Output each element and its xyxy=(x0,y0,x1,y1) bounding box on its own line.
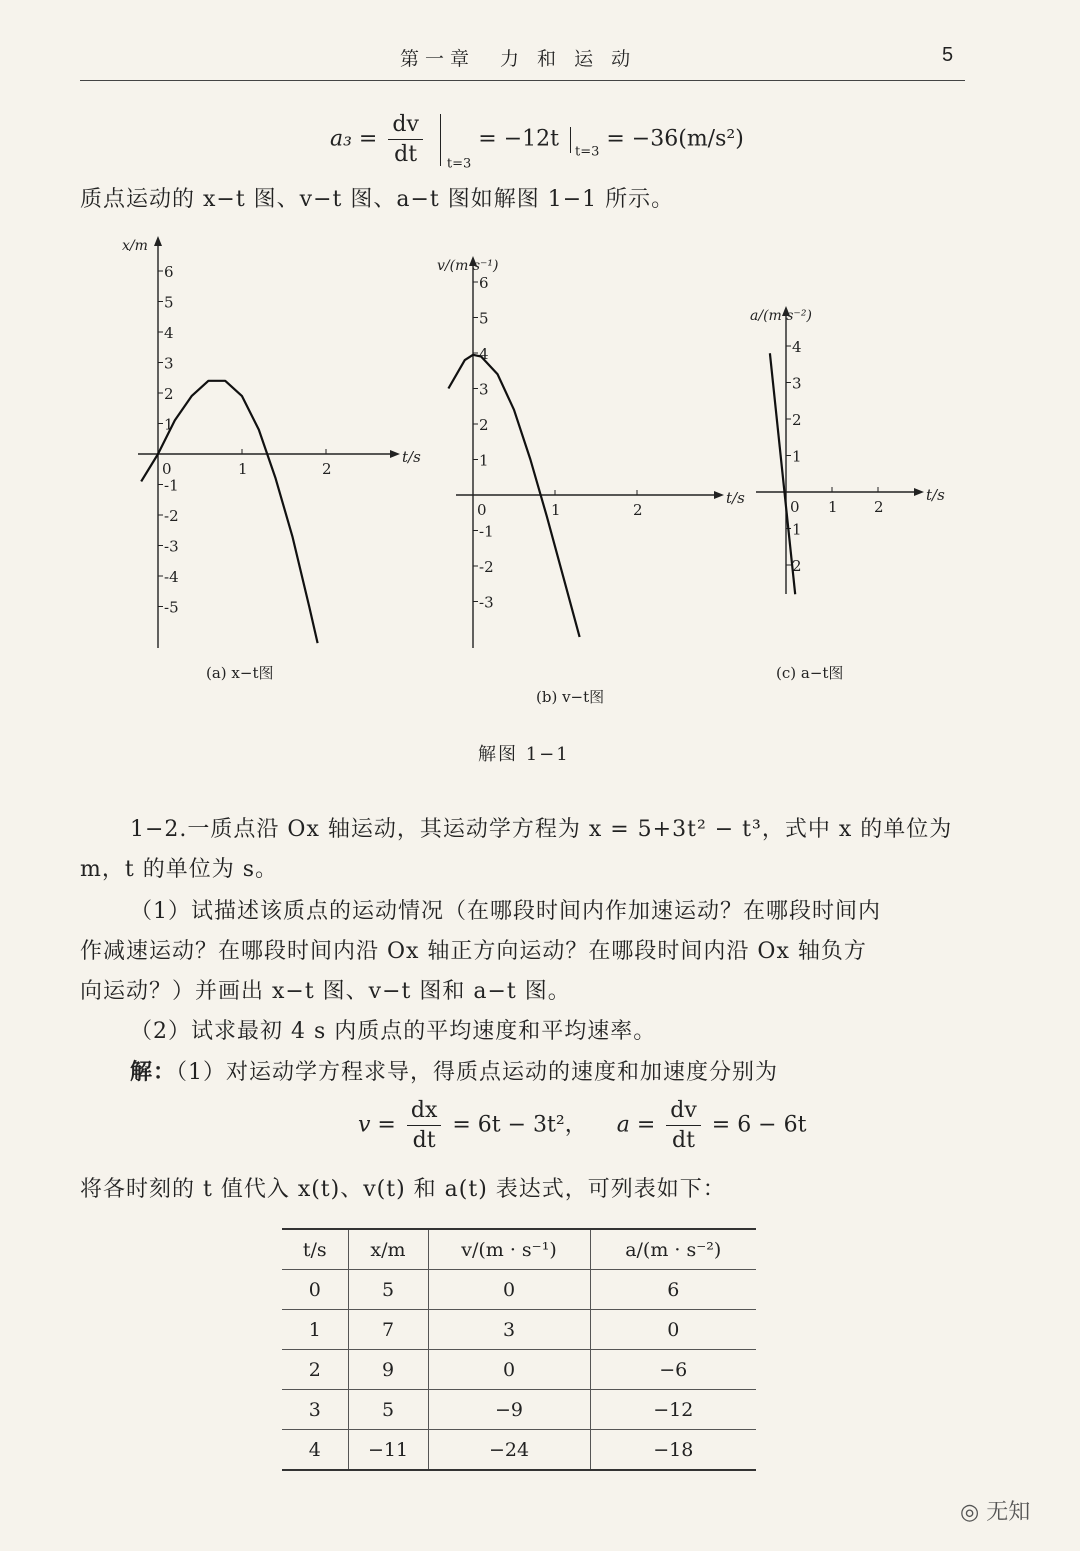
tick-label: -2 xyxy=(479,558,494,576)
header-rule xyxy=(80,80,965,81)
x-axis-label: t/s xyxy=(726,489,745,507)
table-cell: 4 xyxy=(308,1438,321,1461)
eq-v-num: dx xyxy=(407,1098,442,1126)
problem-statement-1: 一质点沿 Ox 轴运动，其运动学方程为 x = 5+3t² − t³，式中 x 的单位为 xyxy=(187,817,953,842)
table-row xyxy=(282,1390,756,1430)
eq-a-fraction xyxy=(666,1098,701,1153)
eq-a-lhs: a = xyxy=(616,1112,656,1138)
tick-label: -5 xyxy=(164,598,179,617)
tick-label: 4 xyxy=(792,338,802,356)
tick-label: 6 xyxy=(479,274,489,292)
question-1-line-1: （1）试描述该质点的运动情况（在哪段时间内作加速运动？在哪段时间内 xyxy=(130,899,881,924)
tick-label: 4 xyxy=(479,345,489,363)
intro-text: 质点运动的 x−t 图、v−t 图、a−t 图如解图 1−1 所示。 xyxy=(80,187,675,212)
table-cell: 0 xyxy=(308,1278,321,1301)
chapter-title: 第一章 力 和 运 动 xyxy=(400,48,637,70)
problem-line-1 xyxy=(130,810,952,850)
tick-label: 3 xyxy=(792,374,802,393)
eq-a-rhs: = 6 − 6t xyxy=(711,1112,807,1138)
y-axis-label: v/(m·s⁻¹) xyxy=(437,258,499,274)
tick-label: 6 xyxy=(164,263,174,281)
eq-a3-num: dv xyxy=(388,112,423,140)
table-cell: 3 xyxy=(428,1310,590,1350)
table-cell: 5 xyxy=(348,1390,428,1430)
tick-label: 5 xyxy=(164,293,174,312)
tick-label: -1 xyxy=(164,476,179,495)
tick-label: -1 xyxy=(479,522,494,541)
eq-a3-eval-sub-2: t=3 xyxy=(574,144,600,160)
problem-number: 1−2. xyxy=(130,817,188,842)
tick-label: 2 xyxy=(479,416,489,434)
tick-label: 1 xyxy=(164,415,174,434)
tick-label: -4 xyxy=(164,568,179,586)
figure-caption: 解图 1−1 xyxy=(478,744,570,765)
tick-label: 5 xyxy=(479,309,489,328)
tick-label: 1 xyxy=(828,498,838,516)
table-cell: −11 xyxy=(348,1430,428,1471)
eq-a3-den: dt xyxy=(394,142,418,167)
table-row xyxy=(282,1310,756,1350)
tick-label: 2 xyxy=(874,498,884,516)
table-cell: −12 xyxy=(590,1390,756,1430)
tick-label: 1 xyxy=(238,460,248,478)
chart-caption: (b) v−t图 xyxy=(536,688,605,706)
table-cell: 7 xyxy=(348,1310,428,1350)
tick-label: 2 xyxy=(164,385,174,403)
table-cell: −9 xyxy=(428,1390,590,1430)
charts-group xyxy=(122,236,945,706)
table-cell: 1 xyxy=(308,1318,321,1341)
x-axis-arrow xyxy=(714,491,724,499)
data-table xyxy=(282,1228,756,1471)
eq-v-fraction xyxy=(407,1098,442,1153)
series-line xyxy=(448,355,579,637)
y-axis-arrow xyxy=(154,236,162,246)
eq-a3-mid: = −12t xyxy=(478,126,559,152)
eq-a3-eval-bar-2 xyxy=(570,127,571,153)
eq-a3-rhs: = −36(m/s²) xyxy=(606,126,744,152)
tick-label: -3 xyxy=(164,537,179,556)
x-axis-arrow xyxy=(914,488,924,496)
table-cell: −6 xyxy=(590,1350,756,1390)
page-number: 5 xyxy=(942,44,954,66)
tick-label: 3 xyxy=(164,354,174,373)
question-1-line-2: 作减速运动？在哪段时间内沿 Ox 轴正方向运动？在哪段时间内沿 Ox 轴负方 xyxy=(80,939,867,964)
problem-line-2: m，t 的单位为 s。 xyxy=(80,857,278,882)
table-cell: 3 xyxy=(308,1398,321,1421)
solution-text: （1）对运动学方程求导，得质点运动的速度和加速度分别为 xyxy=(176,1060,779,1085)
tick-label: 1 xyxy=(479,451,489,470)
eq-v-rhs: = 6t − 3t²， xyxy=(452,1112,587,1138)
tick-label: 2 xyxy=(633,501,643,519)
solution-line xyxy=(130,1052,778,1093)
tick-label: 3 xyxy=(479,380,489,399)
wechat-icon: ◎ xyxy=(960,1500,980,1525)
y-axis-label: x/m xyxy=(122,238,148,254)
tick-label: 0 xyxy=(790,498,800,516)
eq-a3-eval-sub: t=3 xyxy=(446,156,472,172)
table-header-row xyxy=(282,1229,756,1270)
table-header-cell: a/(m · s⁻²) xyxy=(590,1229,756,1270)
table-cell: −24 xyxy=(428,1430,590,1471)
table-cell: 0 xyxy=(428,1350,590,1390)
tick-label: 0 xyxy=(162,460,172,478)
equation-a3 xyxy=(330,112,744,172)
table-cell: 0 xyxy=(428,1270,590,1310)
question-1-line-3: 向运动？）并画出 x−t 图、v−t 图和 a−t 图。 xyxy=(80,979,571,1004)
table-row xyxy=(282,1430,756,1471)
table-row xyxy=(282,1350,756,1390)
tick-label: -3 xyxy=(479,593,494,612)
y-axis-label: a/(m·s⁻²) xyxy=(750,308,812,324)
tick-label: 1 xyxy=(551,501,561,519)
eq-v-den: dt xyxy=(412,1128,436,1153)
question-2: （2）试求最初 4 s 内质点的平均速度和平均速率。 xyxy=(130,1019,657,1044)
x-axis-label: t/s xyxy=(926,486,945,504)
equation-va xyxy=(358,1098,806,1153)
eq-a3-lhs: a₃ = xyxy=(330,126,378,152)
tick-label: 2 xyxy=(322,460,332,478)
x-axis-arrow xyxy=(390,450,400,458)
chart-caption: (c) a−t图 xyxy=(776,664,844,682)
table-cell: 0 xyxy=(590,1310,756,1350)
table-cell: −18 xyxy=(590,1430,756,1471)
watermark-text: 无知 xyxy=(986,1500,1031,1525)
table-header-cell: t/s xyxy=(302,1238,327,1261)
eq-a-den: dt xyxy=(672,1128,695,1153)
table-intro: 将各时刻的 t 值代入 x(t)、v(t) 和 a(t) 表达式，可列表如下： xyxy=(80,1177,726,1202)
table-row xyxy=(282,1270,756,1310)
chart-caption: (a) x−t图 xyxy=(206,664,274,682)
tick-label: 2 xyxy=(792,411,802,429)
table-header-cell: x/m xyxy=(348,1229,428,1270)
tick-label: 1 xyxy=(792,447,802,466)
solution-label: 解： xyxy=(130,1059,177,1085)
tick-label: 2 xyxy=(792,557,802,575)
tick-label: 1 xyxy=(792,520,802,539)
table-cell: 9 xyxy=(348,1350,428,1390)
eq-a-num: dv xyxy=(666,1098,701,1126)
figure-svg xyxy=(0,230,1080,730)
tick-label: 0 xyxy=(477,501,487,519)
eq-a3-eval-bar xyxy=(440,114,441,166)
x-axis-label: t/s xyxy=(402,448,421,466)
table-cell: 6 xyxy=(590,1270,756,1310)
tick-label: 4 xyxy=(164,324,174,342)
table-cell: 2 xyxy=(308,1358,321,1381)
eq-a3-fraction xyxy=(388,112,423,167)
watermark xyxy=(960,1495,1030,1526)
eq-v-lhs: v = xyxy=(358,1112,396,1138)
table-cell: 5 xyxy=(348,1270,428,1310)
tick-label: -2 xyxy=(164,507,179,525)
table-header-cell: v/(m · s⁻¹) xyxy=(428,1229,590,1270)
